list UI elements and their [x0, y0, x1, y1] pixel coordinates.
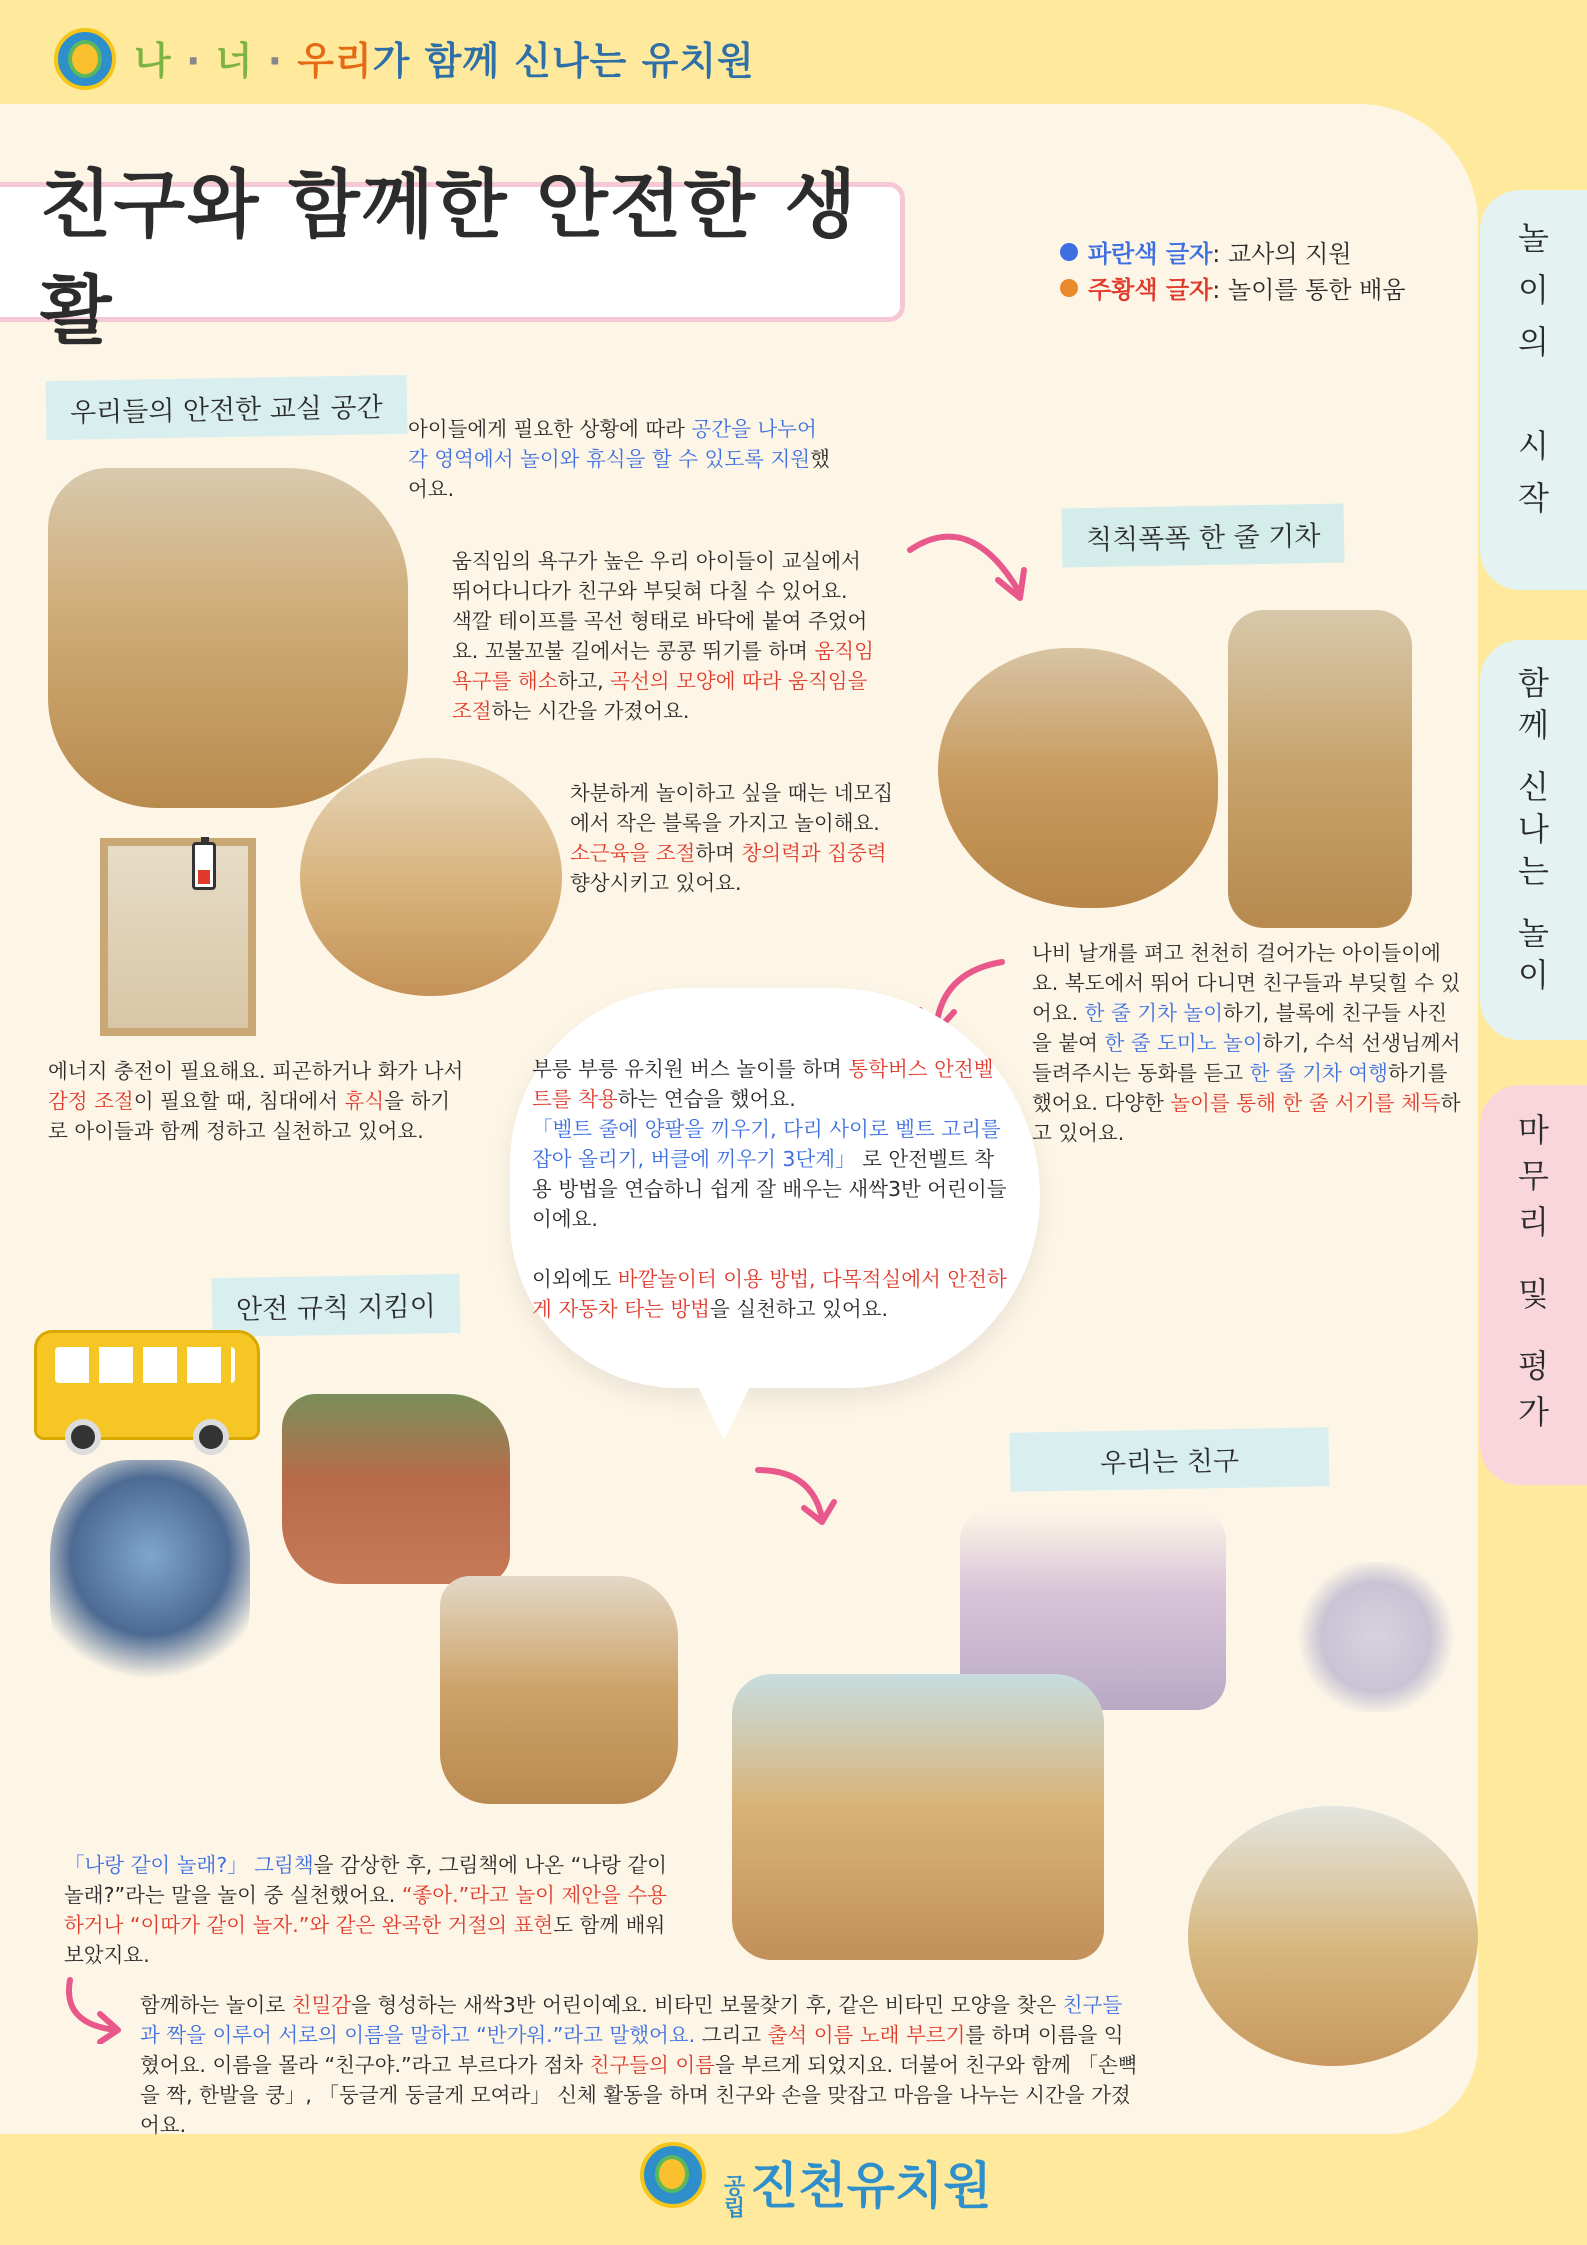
photo-playground-outdoor: [282, 1394, 510, 1584]
tab-char: 리: [1518, 1203, 1549, 1241]
footer-school-name: [720, 2146, 992, 2218]
legend-blue-label: 파란색 글자: [1088, 240, 1213, 268]
tab-char: 놀: [1518, 914, 1549, 952]
text-run: 하고,: [557, 669, 611, 693]
tab-char: 이: [1518, 956, 1549, 994]
text-run: 함께하는 놀이로: [140, 1993, 292, 2017]
text-friends: [140, 1990, 1140, 2140]
text-run: 소근육을 조절: [570, 841, 696, 865]
footer-name-bind: 진천유치원: [750, 2157, 992, 2215]
text-picture-book: [64, 1850, 684, 1970]
legend-orange-desc: : 놀이를 통한 배움: [1212, 276, 1406, 304]
text-run: 색깔 테이프를 곡선 형태로 바닥에 붙여 주었어요. 꼬불꼬불 길에서는 콩콩 뛰기를 하며: [452, 609, 868, 663]
school-logo-icon: [54, 28, 116, 90]
text-run: 휴식: [344, 1089, 385, 1113]
tab-char: 나: [1518, 810, 1549, 848]
section-label-classroom: 우리들의 안전한 교실 공간: [46, 375, 408, 440]
tab-char: 놀: [1518, 219, 1549, 257]
text-run: “좋아.”라고 놀이 제안을 수용하거나 “이따가 같이 놀자.”와 같은 완곡한 거절의 표현: [64, 1883, 667, 1937]
text-run: 부릉 부릉 유치원 버스 놀이를 하며: [532, 1057, 849, 1081]
arrow-icon: [900, 520, 1040, 620]
footer-logo-icon: [640, 2142, 706, 2208]
tab-char: 이: [1518, 271, 1549, 309]
text-run: 이 필요할 때, 침대에서: [133, 1089, 345, 1113]
photo-multipurpose-cars: [440, 1576, 678, 1804]
text-run: 그리고: [695, 2023, 768, 2047]
text-space: [408, 414, 838, 504]
text-run: 도 함께 배워보았지요.: [64, 1913, 666, 1967]
text-run: 「나랑 같이 놀래?」 그림책: [64, 1853, 314, 1877]
text-run: 곡선의 모양에 따라 움직임을 조절: [452, 669, 868, 723]
page-title: 친구와 함께한 안전한 생활: [40, 162, 859, 354]
text-train: [1032, 938, 1464, 1148]
legend-blue: [1060, 234, 1352, 269]
title-box: [0, 162, 905, 354]
bus-icon: [34, 1330, 260, 1440]
section-label-friends: 우리는 친구: [1010, 1427, 1330, 1492]
photo-rest-bed: [100, 838, 256, 1036]
text-energy: [48, 1056, 466, 1146]
text-run: 아이들에게 필요한 상황에 따라: [408, 417, 692, 441]
tab-char: 시: [1518, 427, 1549, 465]
tab-char: 가: [1518, 1393, 1549, 1431]
header-neo: 너: [215, 39, 254, 83]
tab-char: 신: [1518, 768, 1549, 806]
text-run: 한 줄 기차 여행: [1249, 1061, 1388, 1085]
tab-char: 평: [1518, 1347, 1549, 1385]
text-run: 놀이를 통해 한 줄 서기를 체득: [1170, 1091, 1441, 1115]
tab-wrap-up[interactable]: [1480, 1085, 1587, 1485]
arrow-icon: [752, 1460, 842, 1530]
photo-name-song: [1188, 1806, 1478, 2066]
text-run: 을 실천하고 있어요.: [709, 1297, 888, 1321]
text-run: 한 줄 도미노 놀이: [1104, 1031, 1263, 1055]
text-run: 하며: [695, 841, 742, 865]
tab-play-start[interactable]: [1480, 190, 1587, 590]
footer-public-label: 공립: [720, 2174, 745, 2218]
orange-dot-icon: [1060, 279, 1078, 297]
text-run: 「벨트 줄에 양팔을 끼우기, 다리 사이로 벨트 고리를 잡아 올리기, 버클에 끼우기 3단계」: [532, 1117, 1001, 1171]
text-run: 을 감상한 후, 그림책에 나온 “나랑 같이 놀래?”라는 말을 놀이 중 실천했어요.: [64, 1853, 667, 1907]
text-run: 이외에도: [532, 1267, 618, 1291]
tab-char: 작: [1518, 479, 1549, 517]
tab-char: 는: [1518, 852, 1549, 890]
text-run: 을 하기로 아이들과 함께 정하고 실천하고 있어요.: [48, 1089, 451, 1143]
section-label-rules: 안전 규칙 지킴이: [212, 1274, 461, 1337]
photo-block-house: [300, 758, 562, 996]
tab-char: 및: [1518, 1275, 1549, 1313]
tab-char: 무: [1518, 1157, 1549, 1195]
text-run: 친밀감: [291, 1993, 352, 2017]
tab-char: 함: [1518, 664, 1549, 702]
text-run: 출석 이름 노래 부르기: [767, 2023, 966, 2047]
text-run: 차분하게 놀이하고 싶을 때는 네모집에서 작은 블록을 가지고 놀이해요.: [570, 781, 894, 835]
text-run: 바깥놀이터 이용 방법, 다목적실에서 안전하게 자동차 타는 방법: [532, 1267, 1007, 1321]
photo-classroom-tape: [48, 468, 408, 808]
blue-dot-icon: [1060, 243, 1078, 261]
speech-bubble-tail: [690, 1370, 758, 1440]
text-calm-play: [570, 778, 906, 898]
text-run: 공간을 나누어 각 영역에서 놀이와 휴식을 할 수 있도록 지원: [408, 417, 817, 471]
text-run: 움직임의 욕구가 높은 우리 아이들이 교실에서 뛰어다니다가 친구와 부딪혀 다칠 수 있어요.: [452, 549, 861, 603]
text-run: 창의력과 집중력: [741, 841, 887, 865]
text-run: 친구들과 짝을 이루어 서로의 이름을 말하고 “반가워.”라고 말했어요.: [140, 1993, 1123, 2047]
text-movement: [452, 546, 884, 726]
text-run: 감정 조절: [48, 1089, 134, 1113]
text-run: 로 안전벨트 착용 방법을 연습하니 쉽게 잘 배우는 새싹3반 어린이들이에요.: [532, 1147, 1007, 1231]
text-run: 나비 날개를 펴고 천천히 걸어가는 아이들이에요. 복도에서 뛰어 다니면 친구들과 부딪힐 수 있어요.: [1032, 941, 1461, 1025]
text-bus-seatbelt: [532, 1054, 1012, 1324]
header-uri: 우리: [297, 39, 373, 83]
text-run: 친구들의 이름: [589, 2053, 715, 2077]
header-dot: ·: [185, 39, 202, 83]
text-run: 을 형성하는 새싹3반 어린이예요. 비타민 보물찾기 후, 같은 비타민 모양을 찾은: [351, 1993, 1063, 2017]
header-na: 나: [134, 39, 172, 83]
text-run: 에너지 충전이 필요해요. 피곤하거나 화가 나서: [48, 1059, 464, 1083]
legend-blue-desc: : 교사의 지원: [1212, 240, 1352, 268]
text-run: 하기, 수석 선생님께서 들려주시는 동화를 듣고: [1032, 1031, 1461, 1085]
text-run: 움직임 욕구를 해소: [452, 639, 874, 693]
header-title: [134, 30, 755, 85]
arrow-icon: [60, 1974, 130, 2044]
section-label-train: 칙칙폭폭 한 줄 기차: [1062, 504, 1345, 568]
tab-char: 께: [1518, 706, 1549, 744]
text-run: 하는 시간을 가졌어요.: [491, 699, 690, 723]
text-run: 를 하며 이름을 익혔어요. 이름을 몰라 “친구야.”라고 부르다가 점차: [140, 2023, 1124, 2077]
photo-classroom-gathering: [732, 1674, 1104, 1960]
tab-fun-play[interactable]: [1480, 640, 1587, 1040]
text-run: 한 줄 기차 놀이: [1084, 1001, 1224, 1025]
text-run: 하기, 블록에 친구들 사진을 붙여: [1032, 1001, 1448, 1055]
photo-friends-hands: [1296, 1562, 1456, 1712]
footer-name-text: [750, 2146, 992, 2218]
legend-orange: [1060, 270, 1406, 305]
legend-orange-label: 주황색 글자: [1088, 276, 1213, 304]
text-run: 을 부르게 되었지요. 더불어 친구와 함께 「손뼉을 짝, 한발을 쿵」, 「둥글게 둥글게 모여라」 신체 활동을 하며 친구와 손을 맞잡고 마음을 나누는 시간을 가졌어요.: [140, 2053, 1138, 2137]
tab-char: 의: [1518, 323, 1549, 361]
text-run: 하는 연습을 했어요.: [617, 1087, 796, 1111]
battery-icon: [192, 842, 216, 890]
photo-hallway-train: [1228, 610, 1412, 928]
header-dot: ·: [267, 39, 284, 83]
header-rest: 가 함께 신나는 유치원: [372, 39, 755, 83]
text-run: 통학버스 안전벨트를 착용: [532, 1057, 994, 1111]
text-run: 하기를 했어요. 다양한: [1032, 1061, 1448, 1115]
photo-bus-play-kids: [30, 1430, 270, 1720]
tab-char: 마: [1518, 1111, 1549, 1149]
text-run: 향상시키고 있어요.: [570, 871, 742, 895]
text-run: 했어요.: [408, 447, 830, 501]
text-run: 하고 있어요.: [1032, 1091, 1461, 1145]
